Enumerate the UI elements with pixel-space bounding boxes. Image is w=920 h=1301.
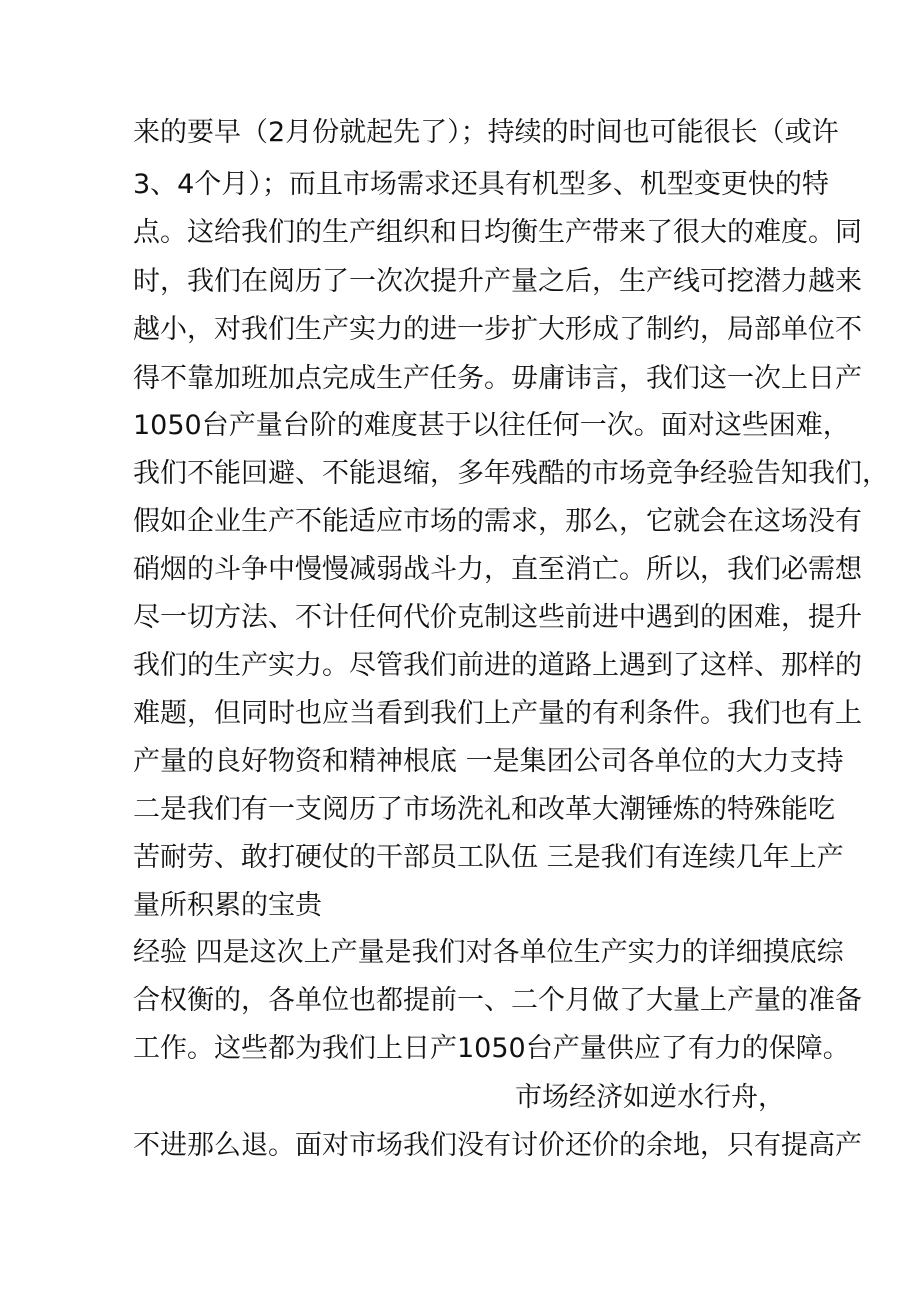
text-line-1: 来的要早（2月份就起先了）；持续的时间也可能很长（或许 [133,117,839,148]
text-line-12: 我们的生产实力。尽管我们前进的道路上遇到了这样、那样的 [133,650,862,681]
text-line-11: 尽一切方法、不计任何代价克制这些前进中遇到的困难，提升 [133,602,862,633]
text-line-10: 硝烟的斗争中慢慢减弱战斗力，直至消亡。所以，我们必需想 [133,554,862,585]
text-line-18: 经验 四是这次上产量是我们对各单位生产实力的详细摸底综 [133,937,844,968]
text-line-6: 得不靠加班加点完成生产任务。毋庸讳言，我们这一次上日产 [133,363,862,394]
text-line-15: 二是我们有一支阅历了市场洗礼和改革大潮锤炼的特殊能吃 [133,794,835,825]
text-line-5: 越小，对我们生产实力的进一步扩大形成了制约，局部单位不 [133,314,862,345]
text-line-16: 苦耐劳、敢打硬仗的干部员工队伍 三是我们有连续几年上产 [133,842,844,873]
text-line-19: 合权衡的，各单位也都提前一、二个月做了大量上产量的准备 [133,985,862,1016]
text-line-4: 时，我们在阅历了一次次提升产量之后，生产线可挖潜力越来 [133,266,862,297]
text-line-13: 难题，但同时也应当看到我们上产量的有利条件。我们也有上 [133,698,862,729]
text-line-17: 量所积累的宝贵 [133,890,322,921]
text-line-8: 我们不能回避、不能退缩，多年残酷的市场竞争经验告知我们， [133,458,889,489]
text-line-22: 不进那么退。面对市场我们没有讨价还价的余地，只有提高产 [133,1130,862,1161]
text-line-20: 工作。这些都为我们上日产1050台产量供应了有力的保障。 [133,1033,850,1064]
text-line-9: 假如企业生产不能适应市场的需求，那么，它就会在这场没有 [133,506,862,537]
text-line-3: 点。这给我们的生产组织和日均衡生产带来了很大的难度。同 [133,217,862,248]
text-line-21: 市场经济如逆水行舟， [515,1082,785,1113]
text-line-2: 3、4个月）；而且市场需求还具有机型多、机型变更快的特 [133,169,829,200]
text-line-14: 产量的良好物资和精神根底 一是集团公司各单位的大力支持 [133,746,844,777]
text-line-7: 1050台产量台阶的难度甚于以往任何一次。面对这些困难， [133,410,850,441]
